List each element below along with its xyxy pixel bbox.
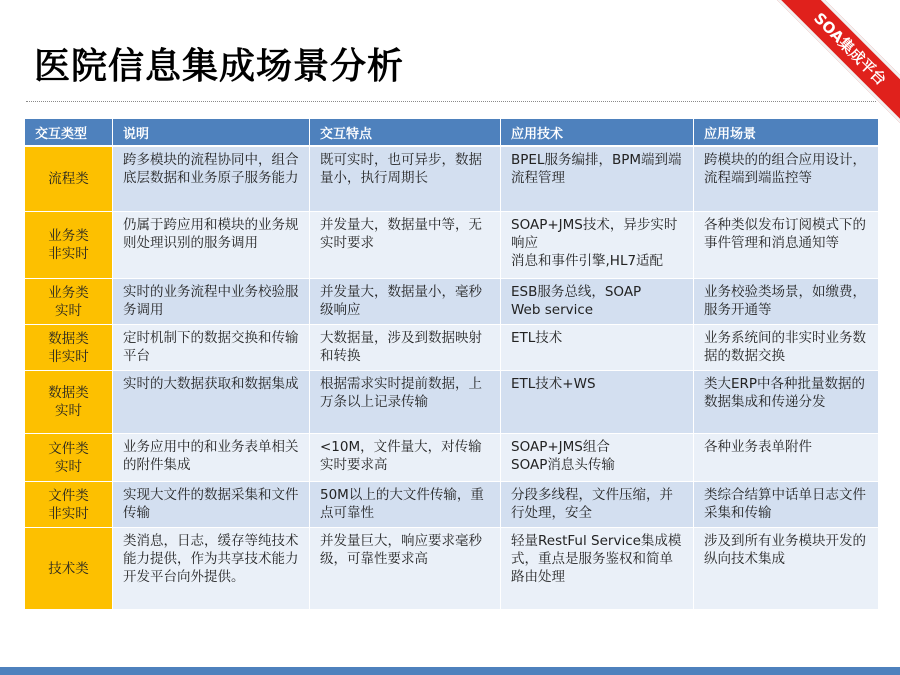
header-interaction-type: 交互类型 [25,119,113,147]
description-cell: 实时的大数据获取和数据集成 [113,371,310,434]
table-row [25,434,878,482]
table-row [25,147,878,212]
technology-cell: BPEL服务编排，BPM端到端流程管理 [501,147,694,212]
type-cell: 文件类 实时 [25,434,113,482]
technology-cell: 分段多线程，文件压缩，并行处理，安全 [501,482,694,528]
scenario-cell: 业务系统间的非实时业务数据的数据交换 [694,325,878,371]
table-row [25,279,878,325]
platform-badge: SOA集成平台 [767,0,900,132]
technology-cell: ETL技术+WS [501,371,694,434]
type-cell: 流程类 [25,147,113,212]
type-cell: 数据类 非实时 [25,325,113,371]
characteristics-cell: 并发量大，数据量中等，无实时要求 [310,212,501,279]
description-cell: 业务应用中的和业务表单相关的附件集成 [113,434,310,482]
characteristics-cell: 大数据量，涉及到数据映射和转换 [310,325,501,371]
header-technology: 应用技术 [501,119,694,147]
description-cell: 跨多模块的流程协同中，组合底层数据和业务原子服务能力 [113,147,310,212]
characteristics-cell: 50M以上的大文件传输，重点可靠性 [310,482,501,528]
scenario-cell: 类综合结算中话单日志文件采集和传输 [694,482,878,528]
table-row [25,325,878,371]
table-row [25,212,878,279]
characteristics-cell: 并发量巨大，响应要求毫秒级，可靠性要求高 [310,528,501,610]
table-row [25,482,878,528]
scenario-cell: 业务校验类场景，如缴费，服务开通等 [694,279,878,325]
scenario-cell: 类大ERP中各种批量数据的数据集成和传递分发 [694,371,878,434]
technology-cell: ESB服务总线，SOAP Web service [501,279,694,325]
table-header-row [25,119,878,147]
type-cell: 业务类 非实时 [25,212,113,279]
characteristics-cell: <10M，文件量大，对传输实时要求高 [310,434,501,482]
table-row [25,371,878,434]
technology-cell: SOAP+JMS技术，异步实时响应 消息和事件引擎,HL7适配 [501,212,694,279]
description-cell: 定时机制下的数据交换和传输平台 [113,325,310,371]
title-divider [26,101,876,102]
description-cell: 实现大文件的数据采集和文件传输 [113,482,310,528]
integration-scenario-table [25,119,878,610]
characteristics-cell: 既可实时，也可异步，数据量小，执行周期长 [310,147,501,212]
header-scenario: 应用场景 [694,119,878,147]
description-cell: 实时的业务流程中业务校验服务调用 [113,279,310,325]
description-cell: 仍属于跨应用和模块的业务规则处理识别的服务调用 [113,212,310,279]
footer-bar [0,667,900,675]
scenario-cell: 涉及到所有业务模块开发的纵向技术集成 [694,528,878,610]
type-cell: 文件类 非实时 [25,482,113,528]
type-cell: 数据类 实时 [25,371,113,434]
scenario-cell: 各种类似发布订阅模式下的事件管理和消息通知等 [694,212,878,279]
type-cell: 技术类 [25,528,113,610]
scenario-cell: 跨模块的的组合应用设计，流程端到端监控等 [694,147,878,212]
type-cell: 业务类 实时 [25,279,113,325]
header-characteristics: 交互特点 [310,119,501,147]
header-description: 说明 [113,119,310,147]
technology-cell: SOAP+JMS组合 SOAP消息头传输 [501,434,694,482]
table-row [25,528,878,610]
technology-cell: 轻量RestFul Service集成模式，重点是服务鉴权和简单路由处理 [501,528,694,610]
characteristics-cell: 并发量大，数据量小，毫秒级响应 [310,279,501,325]
scenario-cell: 各种业务表单附件 [694,434,878,482]
technology-cell: ETL技术 [501,325,694,371]
description-cell: 类消息，日志，缓存等纯技术能力提供，作为共享技术能力开发平台向外提供。 [113,528,310,610]
characteristics-cell: 根据需求实时提前数据，上万条以上记录传输 [310,371,501,434]
page-title: 医院信息集成场景分析 [34,46,405,87]
